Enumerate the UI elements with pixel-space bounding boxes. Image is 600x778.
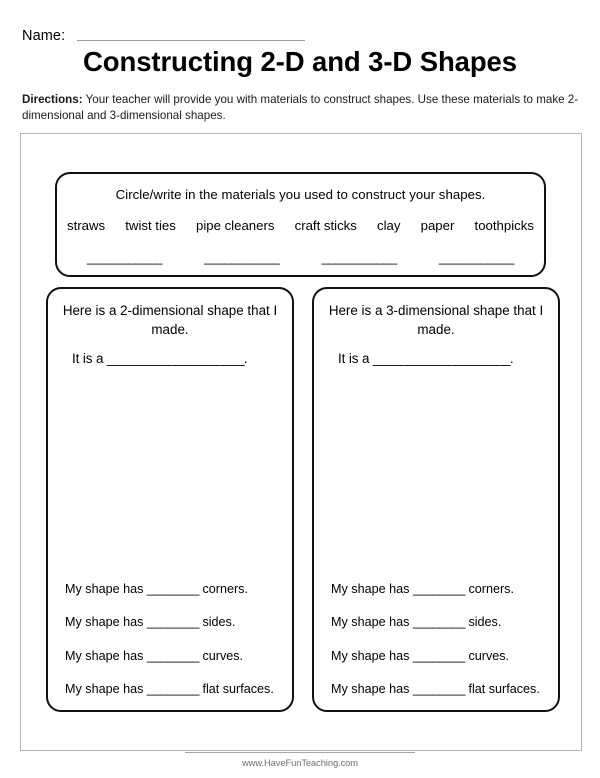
- statement-blank[interactable]: ________: [146, 581, 199, 596]
- shape-box-2d: [46, 287, 294, 712]
- shape-box-2d-itis-label: It is a: [72, 351, 107, 366]
- statement-prefix: My shape has: [65, 581, 147, 596]
- material-option-toothpicks[interactable]: toothpicks: [474, 218, 534, 233]
- materials-write-in-lines: [87, 250, 514, 265]
- shape-box-2d-statement-curves: [65, 650, 279, 663]
- statement-prefix: My shape has: [331, 581, 413, 596]
- statement-suffix: corners.: [198, 581, 248, 596]
- statement-suffix: sides.: [198, 615, 236, 630]
- name-input-line[interactable]: [77, 40, 305, 41]
- shape-box-3d-statements: [331, 583, 545, 696]
- shape-box-3d-statement-curves: [331, 650, 545, 663]
- statement-blank[interactable]: ________: [412, 615, 465, 630]
- materials-write-in-line-1[interactable]: ___________: [87, 250, 163, 265]
- shape-box-2d-itis-period: .: [243, 351, 248, 366]
- materials-box: [55, 172, 546, 277]
- shape-box-2d-statement-corners: [65, 583, 279, 596]
- name-label: Name:: [22, 27, 66, 44]
- statement-blank[interactable]: ________: [146, 615, 199, 630]
- statement-prefix: My shape has: [331, 648, 413, 663]
- statement-prefix: My shape has: [65, 615, 147, 630]
- directions-label: Directions:: [22, 93, 83, 106]
- materials-write-in-line-2[interactable]: ___________: [204, 250, 280, 265]
- material-option-clay[interactable]: clay: [377, 218, 401, 233]
- shape-box-3d-heading: Here is a 3-dimensional shape that I made.: [328, 303, 544, 338]
- shape-box-3d-itis-label: It is a: [338, 351, 373, 366]
- shape-box-3d-statement-flat-surfaces: [331, 683, 545, 696]
- shape-box-2d-statement-sides: [65, 616, 279, 629]
- statement-prefix: My shape has: [65, 648, 147, 663]
- statement-suffix: sides.: [464, 615, 502, 630]
- shape-box-2d-heading: Here is a 2-dimensional shape that I made.: [62, 303, 278, 338]
- statement-blank[interactable]: ________: [146, 648, 199, 663]
- material-option-pipe-cleaners[interactable]: pipe cleaners: [195, 218, 275, 233]
- shape-box-2d-statements: [65, 583, 279, 696]
- materials-options-list: [67, 218, 534, 233]
- shape-box-2d-drawing-area[interactable]: [58, 385, 282, 581]
- statement-blank[interactable]: ________: [412, 581, 465, 596]
- statement-prefix: My shape has: [331, 615, 413, 630]
- directions: [22, 92, 582, 125]
- statement-suffix: flat surfaces.: [198, 682, 274, 697]
- shape-box-3d: [312, 287, 560, 712]
- shape-box-3d-itis-period: .: [509, 351, 514, 366]
- shape-box-3d-statement-corners: [331, 583, 545, 596]
- material-option-paper[interactable]: paper: [420, 218, 455, 233]
- material-option-straws[interactable]: straws: [67, 218, 106, 233]
- statement-suffix: curves.: [198, 648, 244, 663]
- shape-box-2d-itis-line: [72, 351, 248, 366]
- statement-prefix: My shape has: [65, 682, 147, 697]
- shape-box-3d-itis-blank[interactable]: ____________________: [372, 351, 510, 366]
- statement-suffix: flat surfaces.: [464, 682, 540, 697]
- footer-website: www.HaveFunTeaching.com: [242, 757, 358, 768]
- shape-box-2d-itis-blank[interactable]: ____________________: [106, 351, 244, 366]
- material-option-craft-sticks[interactable]: craft sticks: [294, 218, 357, 233]
- footer-divider: [185, 752, 415, 753]
- shape-box-3d-itis-line: [338, 351, 514, 366]
- directions-text: Your teacher will provide you with materials to construct shapes. Use these materials to make 2-dimensional and 3-dimensional shapes.: [22, 93, 579, 123]
- name-row: [22, 22, 582, 44]
- statement-prefix: My shape has: [331, 682, 413, 697]
- statement-blank[interactable]: ________: [146, 682, 199, 697]
- statement-blank[interactable]: ________: [412, 648, 465, 663]
- shape-box-3d-drawing-area[interactable]: [324, 385, 548, 581]
- materials-write-in-line-3[interactable]: ___________: [321, 250, 397, 265]
- page-title: Constructing 2-D and 3-D Shapes: [83, 46, 517, 77]
- material-option-twist-ties[interactable]: twist ties: [125, 218, 176, 233]
- statement-blank[interactable]: ________: [412, 682, 465, 697]
- materials-prompt: Circle/write in the materials you used to construct your shapes.: [115, 187, 486, 202]
- statement-suffix: corners.: [464, 581, 514, 596]
- materials-write-in-line-4[interactable]: ___________: [438, 250, 514, 265]
- shape-box-3d-statement-sides: [331, 616, 545, 629]
- statement-suffix: curves.: [464, 648, 510, 663]
- shape-box-2d-statement-flat-surfaces: [65, 683, 279, 696]
